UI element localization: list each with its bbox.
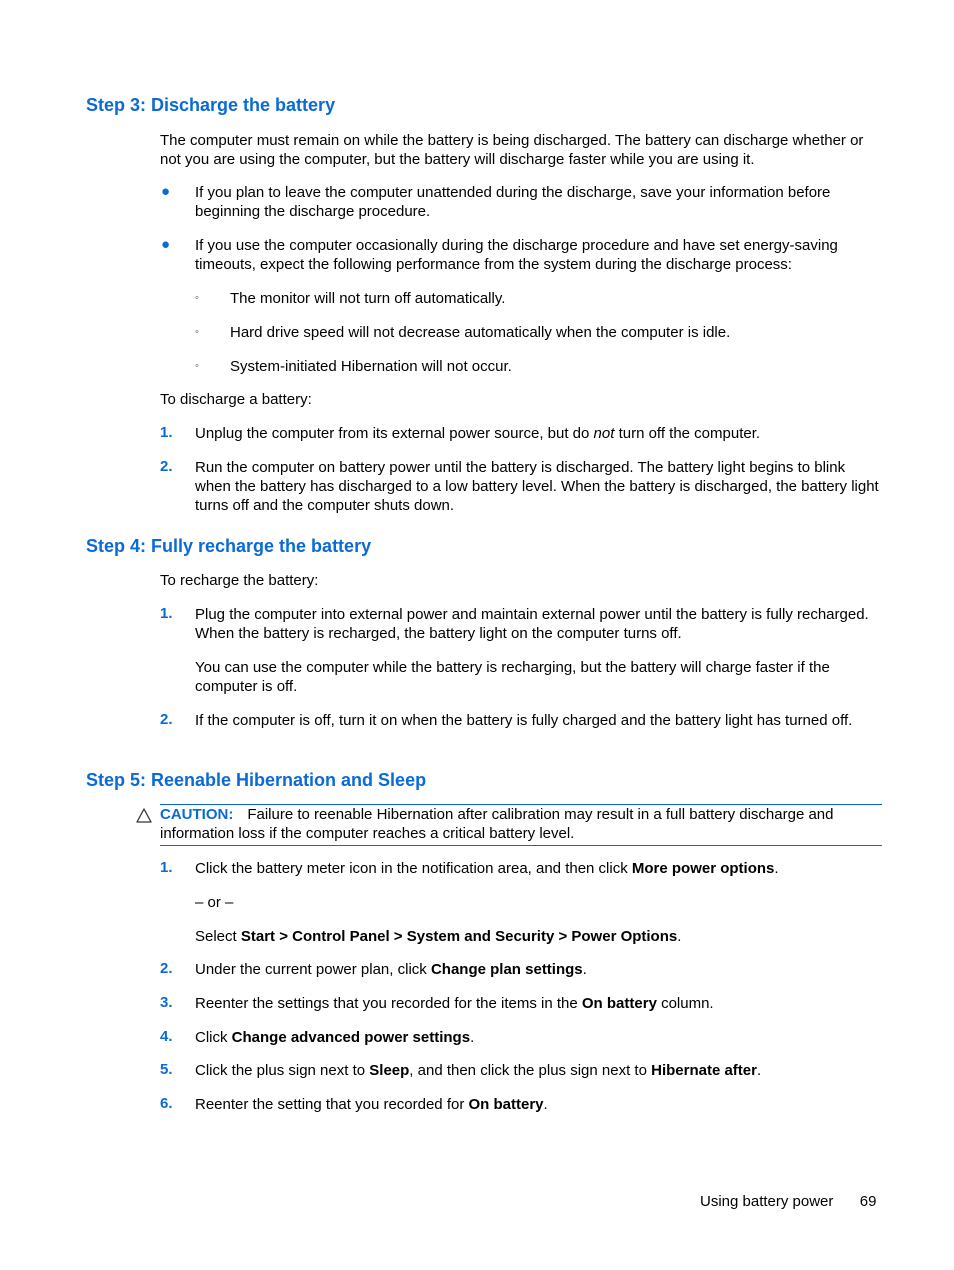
step4-lead: To recharge the battery: bbox=[160, 572, 319, 589]
step5-step-1-alt: Select Start > Control Panel > System and Security > Power Options. bbox=[195, 928, 682, 945]
step4-step-1-note: You can use the computer while the battery is recharging, but the battery will charge faster if the computer is off. bbox=[195, 659, 830, 695]
caution-text: CAUTION: Failure to reenable Hibernation after calibration may result in a full battery discharge and information loss if the computer reaches a critical battery level. bbox=[160, 806, 834, 842]
caution-label: CAUTION: bbox=[160, 806, 234, 823]
warning-triangle-icon bbox=[136, 808, 152, 827]
step3-intro: The computer must remain on while the battery is being discharged. The battery can discharge whether or not you are using the computer, but the battery will discharge faster while you are using it. bbox=[160, 132, 864, 168]
step5-step-6: Reenter the setting that you recorded for On battery. bbox=[195, 1096, 548, 1113]
step4-step-2: If the computer is off, turn it on when the battery is fully charged and the battery light has turned off. bbox=[195, 712, 853, 729]
bullet-icon: ● bbox=[161, 236, 171, 253]
step-number: 1. bbox=[160, 605, 173, 622]
step3-bullet-1: If you plan to leave the computer unattended during the discharge, save your information before beginning the discharge procedure. bbox=[195, 184, 831, 220]
footer-section: Using battery power bbox=[700, 1193, 834, 1210]
step5-step-3: Reenter the settings that you recorded for the items in the On battery column. bbox=[195, 995, 714, 1012]
step5-step-2: Under the current power plan, click Change plan settings. bbox=[195, 961, 587, 978]
step-number: 2. bbox=[160, 711, 173, 728]
step-number: 2. bbox=[160, 458, 173, 475]
step-number: 1. bbox=[160, 859, 173, 876]
or-separator: – or – bbox=[195, 894, 234, 911]
step3-bullet-2: If you use the computer occasionally during the discharge procedure and have set energy-saving timeouts, expect the following performance from the system during the discharge process: bbox=[195, 237, 838, 273]
step-number: 2. bbox=[160, 960, 173, 977]
step-number: 6. bbox=[160, 1095, 173, 1112]
step4-step-1: Plug the computer into external power and maintain external power until the battery is fully recharged. When the battery is recharged, the battery light on the computer turns off. bbox=[195, 606, 869, 642]
step3-step-2: Run the computer on battery power until the battery is discharged. The battery light begins to blink when the battery has discharged to a low battery level. When the battery is discharged, the battery light turns off and the computer shuts down. bbox=[195, 459, 879, 514]
step-number: 3. bbox=[160, 994, 173, 1011]
bullet-icon: ● bbox=[161, 183, 171, 200]
step3-subbullet-1: The monitor will not turn off automatically. bbox=[230, 290, 506, 307]
step5-step-4: Click Change advanced power settings. bbox=[195, 1029, 475, 1046]
page-footer bbox=[700, 1193, 876, 1210]
step5-step-5: Click the plus sign next to Sleep, and then click the plus sign next to Hibernate after. bbox=[195, 1062, 762, 1079]
page-number: 69 bbox=[859, 1193, 877, 1210]
step3-step-1: Unplug the computer from its external power source, but do not turn off the computer. bbox=[195, 425, 761, 442]
step-number: 5. bbox=[160, 1061, 173, 1078]
step4-heading: Step 4: Fully recharge the battery bbox=[86, 536, 372, 556]
step3-heading: Step 3: Discharge the battery bbox=[86, 95, 336, 115]
sub-bullet-icon: ◦ bbox=[195, 292, 199, 304]
step5-step-1: Click the battery meter icon in the notification area, and then click More power options. bbox=[195, 860, 779, 877]
sub-bullet-icon: ◦ bbox=[195, 326, 199, 338]
step5-heading: Step 5: Reenable Hibernation and Sleep bbox=[86, 770, 427, 790]
step-number: 4. bbox=[160, 1028, 173, 1045]
step3-lead: To discharge a battery: bbox=[160, 391, 312, 408]
step3-subbullet-3: System-initiated Hibernation will not occur. bbox=[230, 358, 512, 375]
step-number: 1. bbox=[160, 424, 173, 441]
sub-bullet-icon: ◦ bbox=[195, 360, 199, 372]
step3-subbullet-2: Hard drive speed will not decrease automatically when the computer is idle. bbox=[230, 324, 731, 341]
